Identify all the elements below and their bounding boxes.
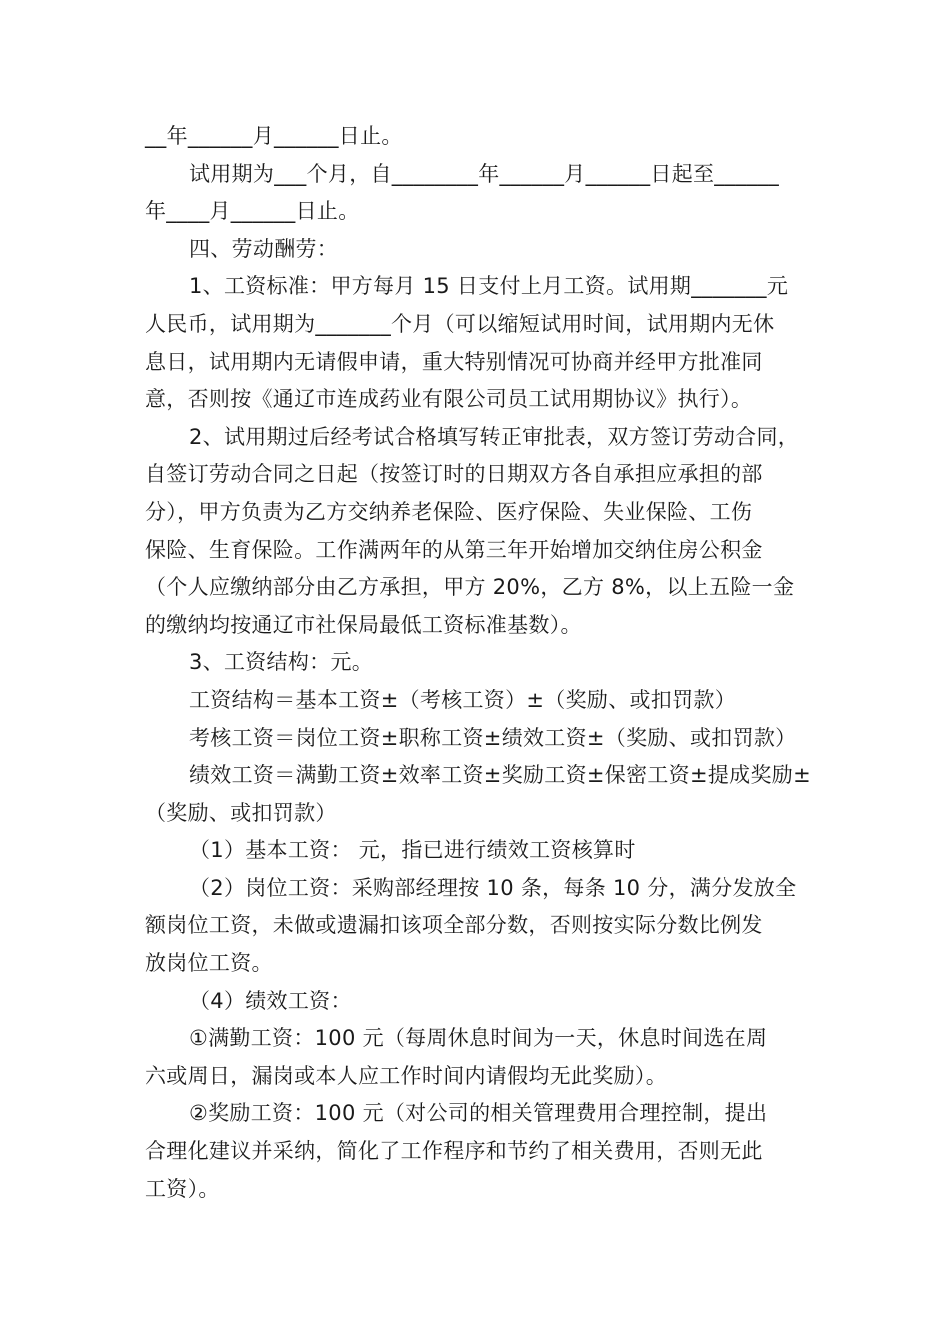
text-line: 息日，试用期内无请假申请，重大特别情况可协商并经甲方批准同	[145, 349, 763, 374]
text-line: 自签订劳动合同之日起（按签订时的日期双方各自承担应承担的部	[145, 462, 763, 487]
text-line: 试用期为___个月，自________年______月______日起至______	[189, 161, 780, 186]
text-line: 六或周日，漏岗或本人应工作时间内请假均无此奖励）。	[145, 1063, 667, 1088]
text-line: 额岗位工资，未做或遗漏扣该项全部分数，否则按实际分数比例发	[145, 913, 763, 938]
formula-line: 工资结构＝基本工资±（考核工资）±（奖励、或扣罚款）	[189, 687, 736, 712]
text-line: 的缴纳均按通辽市社保局最低工资标准基数）。	[145, 612, 582, 637]
text-line: 人民币，试用期为_______个月（可以缩短试用时间，试用期内无休	[145, 311, 775, 336]
text-line: （奖励、或扣罚款）	[145, 800, 337, 825]
text-line: （1）基本工资： 元，指已进行绩效工资核算时	[189, 838, 636, 863]
text-line: 年____月______日止。	[145, 199, 360, 224]
text-line: 保险、生育保险。工作满两年的从第三年开始增加交纳住房公积金	[145, 537, 763, 562]
text-line: 工资）。	[145, 1176, 220, 1201]
text-line: ②奖励工资：100 元（对公司的相关管理费用合理控制，提出	[189, 1101, 768, 1126]
text-line: 3、工资结构：元。	[189, 650, 374, 675]
text-line: （4）绩效工资：	[189, 988, 352, 1013]
text-line: __年______月______日止。	[145, 124, 403, 148]
contract-text	[145, 118, 810, 1208]
section-heading: 四、劳动酬劳：	[189, 236, 339, 261]
text-line: 1、工资标准：甲方每月 15 日支付上月工资。试用期_______元	[189, 274, 789, 299]
formula-line: 考核工资＝岗位工资±职称工资±绩效工资±（奖励、或扣罚款）	[189, 725, 797, 750]
text-line: 合理化建议并采纳，简化了工作程序和节约了相关费用，否则无此	[145, 1139, 763, 1164]
formula-line: 绩效工资＝满勤工资±效率工资±奖励工资±保密工资±提成奖励±	[189, 763, 811, 788]
text-line: （2）岗位工资：采购部经理按 10 条，每条 10 分，满分发放全	[189, 875, 797, 900]
text-line: 2、试用期过后经考试合格填写转正审批表，双方签订劳动合同，	[189, 424, 800, 449]
text-line: 意，否则按《通辽市连成药业有限公司员工试用期协议》执行）。	[145, 387, 753, 412]
text-line: ①满勤工资：100 元（每周休息时间为一天，休息时间选在周	[189, 1026, 768, 1051]
text-line: 放岗位工资。	[145, 951, 273, 976]
text-line: （个人应缴纳部分由乙方承担，甲方 20%，乙方 8%，以上五险一金	[145, 575, 795, 600]
text-line: 分），甲方负责为乙方交纳养老保险、医疗保险、失业保险、工伤	[145, 499, 753, 524]
